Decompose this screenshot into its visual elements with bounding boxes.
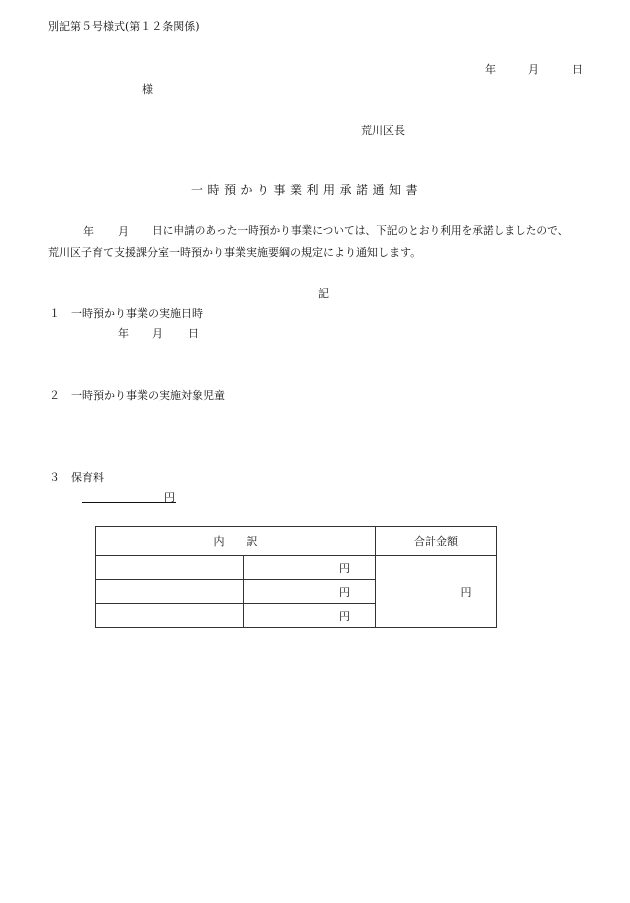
issuer: 荒川区長 <box>361 124 405 137</box>
item-3-number: ３ <box>49 471 60 484</box>
form-id: 別記第５号様式(第１２条関係) <box>48 20 200 33</box>
body-month: 月 <box>118 225 129 238</box>
impl-month: 月 <box>152 327 163 340</box>
breakdown-amount-cell: 円 <box>244 604 376 628</box>
date-year: 年 <box>485 63 496 76</box>
header-breakdown: 内 訳 <box>96 527 376 556</box>
item-1-number: １ <box>49 307 60 320</box>
fee-unit: 円 <box>164 491 175 504</box>
date-day: 日 <box>572 63 583 76</box>
body-year: 年 <box>83 225 94 238</box>
item-2-number: ２ <box>49 389 60 402</box>
breakdown-item-cell <box>96 580 244 604</box>
ki-label: 記 <box>318 287 329 300</box>
table-row <box>96 556 497 580</box>
date-month: 月 <box>528 63 539 76</box>
page-title: 一時預かり事業利用承諾通知書 <box>191 183 423 197</box>
breakdown-amount-cell: 円 <box>244 556 376 580</box>
breakdown-item-cell <box>96 604 244 628</box>
breakdown-amount-cell: 円 <box>244 580 376 604</box>
header-total: 合計金額 <box>376 527 497 556</box>
body-line-2: 荒川区子育て支援課分室一時預かり事業実施要綱の規定により通知します。 <box>48 246 422 259</box>
impl-year: 年 <box>118 327 129 340</box>
item-3-label: 保育料 <box>71 471 104 484</box>
impl-day: 日 <box>188 327 199 340</box>
breakdown-item-cell <box>96 556 244 580</box>
fee-breakdown-table <box>95 526 497 628</box>
recipient-suffix: 様 <box>142 83 153 96</box>
item-1-label: 一時預かり事業の実施日時 <box>71 307 203 320</box>
fee-underline <box>82 502 176 503</box>
body-line-1: 日に申請のあった一時預かり事業については、下記のとおり利用を承諾しましたので、 <box>152 224 569 237</box>
item-2-label: 一時預かり事業の実施対象児童 <box>71 389 225 402</box>
total-amount-cell: 円 <box>376 556 497 628</box>
